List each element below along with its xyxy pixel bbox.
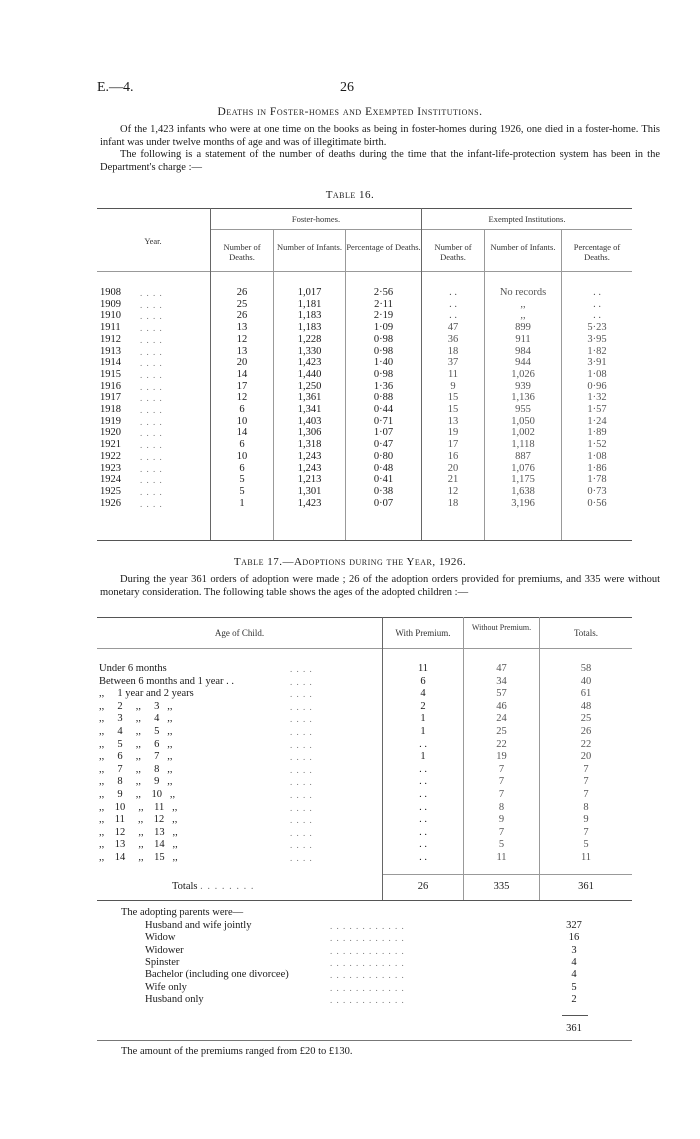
foster-deaths-cell: 10 (236, 450, 248, 462)
parent-leader: . . . . . . . . . . . . (330, 921, 405, 931)
exempt-deaths-cell: . . (449, 298, 457, 310)
with-premium-cell: 6 (420, 675, 426, 687)
foster-deaths-cell: 1 (239, 497, 245, 509)
exempt-infants-cell: 1,175 (511, 474, 535, 486)
foster-deaths-cell: 13 (236, 345, 248, 357)
foster-infants-cell: 1,183 (297, 322, 322, 334)
year-leader: . . . . (140, 463, 163, 474)
foster-deaths-cell: 14 (236, 368, 248, 380)
parent-type-label: Widower (145, 944, 184, 956)
parent-leader: . . . . . . . . . . . . (330, 994, 405, 1005)
foster-pct-header: Percentage of Deaths. (346, 242, 421, 252)
parent-type-label: Bachelor (including one divorcee) (145, 969, 289, 981)
year-leader: . . . . (140, 358, 163, 369)
age-leader: . . . . (290, 777, 313, 788)
with-premium-cell: 1 (420, 726, 426, 737)
age-leader: . . . . (290, 764, 313, 775)
exempt-pct-cell: . . (593, 310, 601, 322)
year-leader: . . . . (140, 486, 163, 497)
parent-leader: . . . . . . . . . . . . (330, 982, 405, 993)
foster-infants-cell: 1,183 (297, 310, 322, 322)
year-cell: 1921 (100, 439, 121, 451)
foster-pct-cell: 2·19 (373, 310, 394, 322)
with-premium-cell: . . (419, 852, 427, 863)
totals-label-text: Totals (172, 881, 198, 892)
age-leader: . . . . (290, 752, 313, 763)
foster-deaths-cell: 26 (236, 310, 248, 322)
age-cell: Between 6 months and 1 year . . (99, 675, 235, 687)
year-cell: 1912 (100, 333, 121, 345)
age-cell: ,, 7 ,, 8 ,, (99, 763, 173, 775)
total-cell: 11 (580, 852, 592, 863)
age-leader: . . . . (290, 840, 313, 851)
foster-infants-cell: 1,423 (297, 357, 322, 369)
total-cell: 7 (583, 826, 589, 838)
without-premium-cell: 57 (496, 688, 507, 700)
exempt-deaths-cell: 20 (447, 462, 459, 474)
foster-deaths-cell: 14 (236, 427, 248, 439)
age-leader: . . . . (290, 790, 313, 800)
year-leader: . . . . (140, 334, 163, 345)
exempt-pct-cell: 0·73 (587, 485, 607, 497)
without-premium-cell: 7 (498, 789, 505, 800)
year-leader: . . . . (140, 416, 163, 427)
foster-pct-cell: 0·07 (373, 497, 394, 509)
parent-count: 327 (566, 920, 582, 931)
exempt-infants-cell: 1,136 (511, 392, 535, 404)
exempt-deaths-cell: 18 (447, 345, 459, 357)
exempt-infants-cell: 911 (515, 333, 531, 345)
table17-header-rule (97, 648, 632, 649)
exempt-deaths-cell: 15 (447, 404, 459, 415)
total-cell: 25 (580, 713, 592, 725)
parents-total-rule (562, 1015, 588, 1016)
with-premium-cell: 4 (420, 688, 426, 700)
foster-pct-cell: 0·48 (373, 462, 394, 474)
total-cell: 7 (583, 789, 589, 800)
exempt-deaths-cell: . . (449, 287, 457, 298)
without-premium-cell: 34 (496, 675, 507, 687)
totals-label: Totals . . . . . . . . (172, 881, 255, 892)
age-cell: Under 6 months (99, 663, 167, 674)
with-premium-cell: 1 (420, 713, 426, 725)
parent-count: 3 (571, 944, 577, 956)
exempt-deaths-cell: 9 (450, 380, 456, 392)
intro-line-2: The following is a statement of the number of deaths during the time that the infant-life-protection system has been in the Department's charge :— (100, 149, 660, 173)
parent-leader: . . . . . . . . . . . . (330, 933, 405, 944)
exempt-infants-cell: 944 (515, 357, 531, 369)
foster-infants-cell: 1,181 (297, 298, 322, 310)
exempt-deaths-cell: 12 (447, 485, 459, 497)
total-cell: 20 (580, 751, 592, 763)
foster-infants-cell: 1,423 (297, 497, 322, 509)
with-premium-cell: 1 (420, 751, 426, 763)
age-leader: . . . . (290, 689, 313, 700)
year-leader: . . . . (140, 498, 163, 509)
foster-pct-cell: 0·41 (373, 474, 394, 486)
foster-deaths-cell: 6 (239, 404, 245, 415)
foster-infants-cell: 1,341 (297, 404, 322, 415)
year-leader: . . . . (140, 381, 163, 392)
exempt-pct-cell: 1·08 (587, 450, 607, 462)
age-leader: . . . . (290, 827, 313, 838)
with-premium-cell: 2 (420, 700, 426, 712)
age-cell: ,, 11 ,, 12 ,, (99, 814, 178, 826)
section-title: Deaths in Foster-homes and Exempted Institutions. (217, 106, 483, 118)
foster-deaths-cell: 12 (236, 333, 248, 345)
total-cell: 8 (583, 801, 589, 813)
foster-pct-cell: 0·98 (373, 333, 394, 345)
table16-exempt-group: Exempted Institutions. (488, 214, 566, 224)
age-leader: . . . . (290, 815, 313, 826)
without-premium-cell: 7 (498, 763, 505, 775)
with-premium-cell: . . (419, 789, 427, 800)
without-premium-cell: 9 (498, 814, 505, 826)
exempt-deaths-cell: 21 (447, 474, 459, 486)
parent-leader: . . . . . . . . . . . . (330, 957, 405, 968)
table17-totals-rule (383, 874, 632, 875)
foster-pct-cell: 0·98 (373, 345, 394, 357)
age-cell: ,, 9 ,, 10 ,, (99, 789, 176, 800)
total-cell: 9 (583, 814, 589, 826)
table16-foster-group: Foster-homes. (291, 214, 341, 224)
exempt-infants-cell: 899 (515, 322, 531, 334)
with-premium-cell: . . (419, 814, 427, 826)
foster-pct-cell: 0·71 (373, 415, 394, 427)
without-premium-cell: 19 (496, 751, 507, 763)
without-premium-cell: 46 (496, 700, 507, 712)
age-cell: ,, 6 ,, 7 ,, (99, 751, 173, 763)
with-premium-cell: . . (419, 801, 427, 813)
foster-deaths-cell: 26 (236, 287, 248, 298)
foster-infants-cell: 1,330 (297, 345, 322, 357)
foster-infants-cell: 1,301 (297, 485, 322, 497)
exempt-pct-cell: 1·57 (587, 404, 607, 415)
exempt-deaths-cell: 36 (447, 333, 459, 345)
with-premium-cell: . . (419, 826, 427, 838)
table17-top-rule (97, 617, 632, 618)
foster-deaths-cell: 5 (239, 474, 245, 486)
foster-infants-cell: 1,228 (297, 333, 322, 345)
exempt-deaths-header: Number of Deaths. (434, 242, 472, 262)
age-leader: . . . . (290, 714, 313, 725)
year-cell: 1923 (100, 462, 121, 474)
total-cell: 48 (580, 700, 592, 712)
exempt-pct-cell: 3·95 (587, 333, 607, 345)
exempt-pct-cell: 0·56 (587, 497, 607, 509)
age-header: Age of Child. (214, 628, 265, 638)
exempt-infants-cell: 955 (515, 404, 531, 415)
year-cell: 1925 (100, 485, 121, 497)
foster-deaths-cell: 12 (236, 392, 248, 404)
without-premium-header: Without Premium. (471, 623, 532, 632)
foster-deaths-cell: 17 (236, 380, 248, 392)
age-cell: ,, 13 ,, 14 ,, (99, 839, 178, 851)
age-cell: ,, 5 ,, 6 ,, (99, 738, 173, 750)
year-leader: . . . . (140, 299, 163, 310)
foster-pct-cell: 0·98 (373, 368, 394, 380)
exempt-pct-cell: 1·82 (587, 345, 607, 357)
table17-intro-text: During the year 361 orders of adoption were made ; 26 of the adoption orders provided for premiums, and 335 were without monetary consideration. The following table shows the ages of the adopted children :— (100, 574, 660, 598)
year-cell: 1918 (100, 404, 121, 415)
parents-total: 361 (566, 1023, 582, 1034)
exempt-infants-cell: ,, (520, 310, 526, 322)
year-leader: . . . . (140, 346, 163, 357)
table17-caption: Table 17.—Adoptions during the Year, 1926. (233, 556, 467, 568)
total-cell: 58 (580, 663, 592, 674)
with-premium-cell: . . (419, 839, 427, 851)
totals-with: 26 (417, 881, 429, 892)
exempt-infants-cell: 1,076 (511, 462, 535, 474)
with-premium-header: With Premium. (395, 628, 451, 638)
year-cell: 1914 (100, 357, 121, 369)
foster-pct-cell: 0·47 (373, 439, 394, 451)
exempt-pct-cell: 1·78 (587, 474, 607, 486)
year-cell: 1919 (100, 415, 121, 427)
parent-count: 4 (571, 969, 577, 981)
parent-count: 16 (568, 932, 580, 944)
parent-type-label: Spinster (145, 956, 180, 968)
foster-pct-cell: 0·88 (373, 392, 394, 404)
age-cell: ,, 10 ,, 11 ,, (99, 801, 178, 813)
totals-total: 361 (578, 881, 594, 892)
exempt-infants-cell: 939 (515, 380, 531, 392)
exempt-infants-cell: 1,638 (511, 485, 535, 497)
totals-without: 335 (493, 881, 510, 892)
parents-bottom-rule (97, 1040, 632, 1041)
foster-pct-cell: 0·80 (373, 450, 394, 462)
total-cell: 7 (583, 776, 589, 788)
parent-count: 5 (571, 981, 577, 993)
year-cell: 1913 (100, 345, 121, 357)
year-cell: 1916 (100, 380, 121, 392)
year-cell: 1915 (100, 368, 121, 380)
exempt-infants-cell: ,, (520, 298, 526, 310)
year-cell: 1926 (100, 497, 121, 509)
age-cell: ,, 12 ,, 13 ,, (99, 826, 178, 838)
exempt-pct-cell: . . (593, 298, 601, 310)
without-premium-cell: 11 (496, 852, 507, 863)
year-cell: 1910 (100, 310, 121, 322)
foster-pct-cell: 0·44 (373, 404, 394, 415)
exempt-pct-cell: 0·96 (587, 380, 607, 392)
totals-header: Totals. (573, 628, 599, 638)
parent-count: 4 (571, 956, 577, 968)
exempt-infants-cell: 1,002 (511, 427, 535, 439)
foster-infants-cell: 1,318 (297, 439, 322, 451)
total-cell: 61 (580, 688, 592, 700)
total-cell: 22 (580, 738, 592, 750)
age-cell: ,, 4 ,, 5 ,, (99, 726, 173, 737)
age-leader: . . . . (290, 664, 313, 674)
exempt-infants-cell: 3,196 (511, 497, 535, 509)
age-leader: . . . . (290, 701, 313, 712)
foster-infants-cell: 1,250 (297, 380, 322, 392)
foster-infants-cell: 1,440 (297, 368, 322, 380)
page-number: 26 (340, 80, 354, 95)
foster-pct-cell: 2·11 (374, 298, 393, 310)
foster-infants-cell: 1,213 (297, 474, 322, 486)
exempt-infants-cell: 984 (515, 345, 531, 357)
age-cell: ,, 8 ,, 9 ,, (99, 776, 173, 788)
exempt-deaths-cell: 37 (447, 357, 459, 369)
exempt-pct-cell: 1·32 (587, 392, 607, 404)
without-premium-cell: 25 (496, 726, 507, 737)
total-cell: 40 (580, 675, 592, 687)
foster-deaths-header: Number of Deaths. (223, 242, 261, 262)
foster-pct-cell: 1·40 (373, 357, 394, 369)
without-premium-cell: 7 (498, 776, 505, 788)
exempt-infants-cell: 887 (515, 450, 531, 462)
year-leader: . . . . (140, 428, 163, 439)
foster-infants-cell: 1,403 (297, 415, 322, 427)
age-cell: ,, 2 ,, 3 ,, (99, 700, 173, 712)
exempt-deaths-cell: 16 (447, 450, 459, 462)
total-cell: 7 (583, 763, 589, 775)
table16-year-header: Year. (144, 236, 162, 246)
without-premium-cell: 8 (498, 801, 505, 813)
exempt-infants-cell: 1,026 (511, 368, 535, 380)
exempt-pct-cell: 1·24 (587, 415, 607, 427)
exempt-infants-cell: 1,118 (511, 439, 535, 451)
foster-pct-cell: 2·56 (373, 287, 394, 298)
exempt-deaths-cell: 47 (447, 322, 459, 334)
foster-deaths-cell: 5 (239, 485, 245, 497)
without-premium-cell: 22 (496, 738, 507, 750)
foster-pct-cell: 1·09 (373, 322, 394, 334)
total-cell: 26 (580, 726, 592, 737)
total-cell: 5 (583, 839, 589, 851)
without-premium-cell: 47 (496, 663, 507, 674)
parent-leader: . . . . . . . . . . . . (330, 945, 405, 956)
foster-infants-cell: 1,306 (297, 427, 322, 439)
foster-deaths-cell: 20 (236, 357, 248, 369)
exempt-deaths-cell: 17 (447, 439, 459, 451)
foster-deaths-cell: 13 (236, 322, 248, 334)
exempt-pct-cell: 5·23 (587, 322, 607, 334)
year-cell: 1924 (100, 474, 121, 486)
year-cell: 1917 (100, 392, 121, 404)
year-cell: 1911 (100, 322, 121, 334)
parent-count: 2 (571, 993, 577, 1005)
exempt-pct-cell: 1·52 (587, 439, 607, 451)
foster-infants-cell: 1,243 (297, 462, 322, 474)
foster-deaths-cell: 10 (236, 415, 248, 427)
year-cell: 1922 (100, 450, 121, 462)
year-cell: 1920 (100, 427, 121, 439)
year-leader: . . . . (140, 311, 163, 322)
exempt-pct-cell: 1·89 (587, 427, 607, 439)
foster-pct-cell: 1·36 (373, 380, 394, 392)
exempt-infants-header: Number of Infants. (490, 242, 556, 252)
parent-leader: . . . . . . . . . . . . (330, 970, 405, 981)
foster-deaths-cell: 6 (239, 439, 245, 451)
year-cell: 1909 (100, 298, 121, 310)
exempt-pct-cell: 1·08 (587, 368, 607, 380)
exempt-deaths-cell: 13 (447, 415, 459, 427)
exempt-infants-cell: No records (499, 287, 547, 298)
with-premium-cell: . . (419, 776, 427, 788)
age-leader: . . . . (290, 739, 313, 750)
foster-infants-header: Number of Infants. (277, 242, 342, 252)
exempt-pct-cell: . . (593, 287, 601, 298)
exempt-deaths-cell: 19 (447, 427, 459, 439)
age-cell: ,, 1 year and 2 years (99, 688, 194, 700)
exempt-deaths-cell: 18 (447, 497, 459, 509)
intro-line-1: Of the 1,423 infants who were at one time on the books as being in foster-homes during 1926, one died in a foster-home. This infant was under twelve months of age and was of illegitimate birth. (100, 124, 660, 148)
age-leader: . . . . (290, 802, 313, 813)
foster-deaths-cell: 6 (239, 462, 245, 474)
without-premium-cell: 5 (498, 839, 505, 851)
year-leader: . . . . (140, 475, 163, 486)
foster-pct-cell: 1·07 (373, 427, 394, 439)
age-cell: ,, 14 ,, 15 ,, (99, 852, 178, 863)
year-leader: . . . . (140, 288, 163, 298)
exempt-pct-cell: 3·91 (587, 357, 607, 369)
year-leader: . . . . (140, 369, 163, 380)
exempt-pct-cell: 1·86 (587, 462, 607, 474)
exempt-pct-header: Percentage of Deaths. (573, 242, 621, 262)
foster-pct-cell: 0·38 (373, 485, 394, 497)
with-premium-cell: 11 (417, 663, 429, 674)
exempt-infants-cell: 1,050 (511, 415, 535, 427)
table16-caption: Table 16. (325, 189, 375, 201)
foster-infants-cell: 1,017 (297, 287, 322, 298)
foster-infants-cell: 1,361 (297, 392, 322, 404)
document-code: E.—4. (97, 80, 134, 95)
with-premium-cell: . . (419, 763, 427, 775)
year-leader: . . . . (140, 405, 163, 415)
year-cell: 1908 (100, 287, 121, 298)
age-leader: . . . . (290, 676, 313, 687)
age-leader: . . . . (290, 727, 313, 737)
exempt-deaths-cell: . . (449, 310, 457, 322)
without-premium-cell: 7 (498, 826, 505, 838)
year-leader: . . . . (140, 440, 163, 451)
year-leader: . . . . (140, 393, 163, 404)
foster-deaths-cell: 25 (236, 298, 248, 310)
parent-type-label: Husband and wife jointly (145, 920, 252, 931)
foster-infants-cell: 1,243 (297, 450, 322, 462)
year-leader: . . . . (140, 451, 163, 462)
parent-type-label: Wife only (145, 981, 187, 993)
without-premium-cell: 24 (496, 713, 507, 725)
footer-note: The amount of the premiums ranged from £20 to £130. (121, 1046, 353, 1057)
year-leader: . . . . (140, 323, 163, 334)
age-cell: ,, 3 ,, 4 ,, (99, 713, 173, 725)
table17-bottom-rule (97, 900, 632, 901)
with-premium-cell: . . (419, 738, 427, 750)
exempt-deaths-cell: 15 (447, 392, 459, 404)
parent-type-label: Husband only (145, 993, 204, 1005)
parents-heading: The adopting parents were— (121, 907, 244, 918)
age-leader: . . . . (290, 853, 313, 863)
parent-type-label: Widow (145, 932, 176, 944)
exempt-deaths-cell: 11 (447, 368, 459, 380)
